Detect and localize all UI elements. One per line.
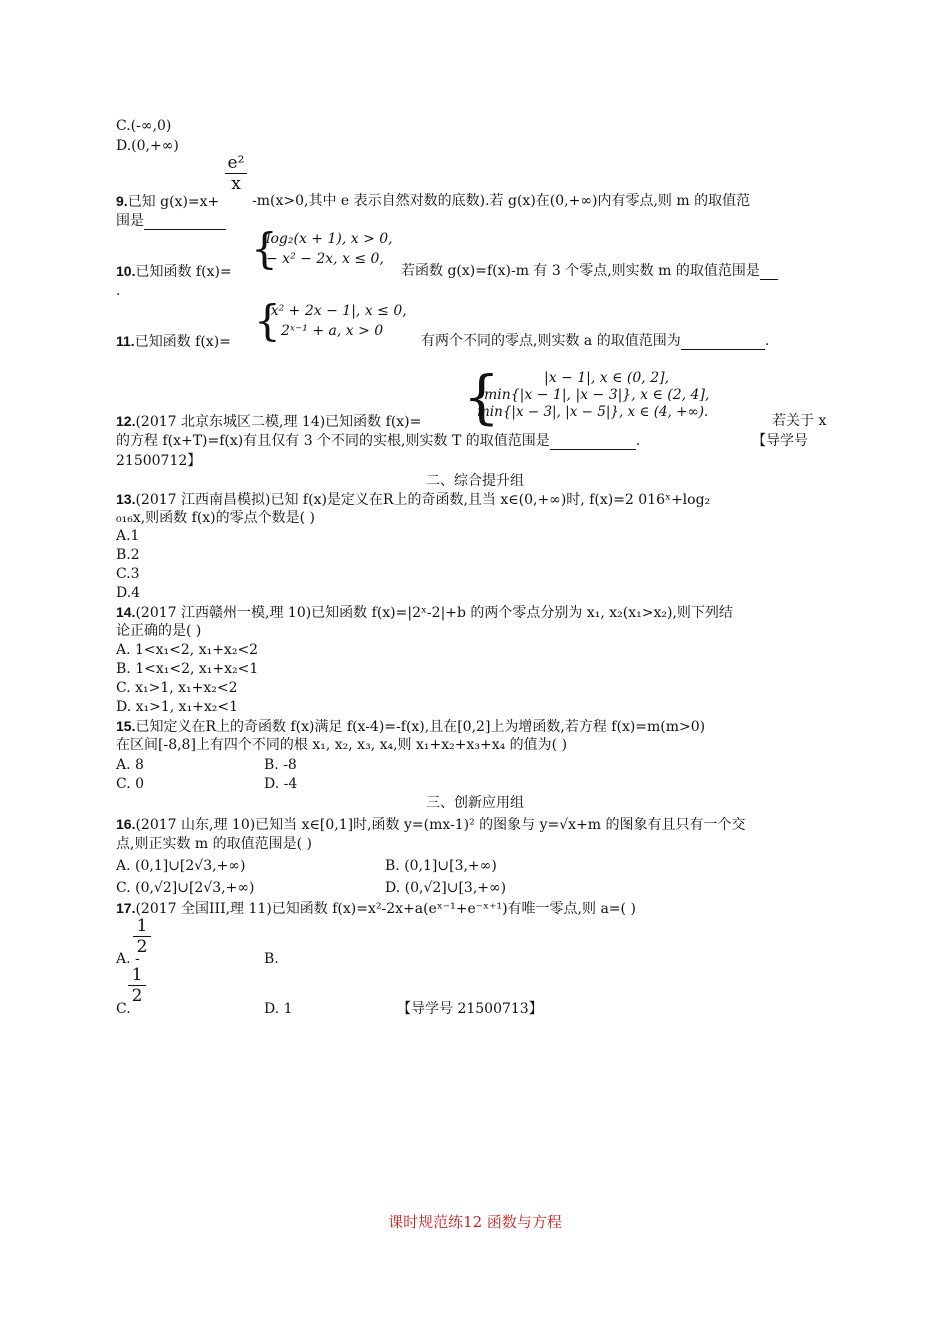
q14-line-1: [116, 603, 733, 622]
q16-number: 16.: [116, 816, 136, 832]
q17-option-c-numerator: 1: [131, 965, 143, 985]
q16-text-1: (2017 山东,理 10)已知当 x∈[0,1]时,函数 y=(mx-1)² 的图象与 y=√x+m 的图象有且只有一个交: [135, 817, 746, 833]
q10-answer-blank: [760, 265, 778, 280]
q9-fraction-denominator: x: [225, 173, 247, 194]
q12-answer-blank: [550, 435, 636, 450]
q13-option-b: B.2: [116, 547, 140, 563]
q12-brace: {: [463, 363, 500, 431]
q12-number: 12.: [116, 413, 136, 429]
q10-brace: {: [251, 224, 278, 273]
q14-text-2: 论正确的是( ): [116, 623, 202, 639]
q10-text-1: 已知函数 f(x)=: [135, 264, 232, 280]
q12-text-3: 的方程 f(x+T)=f(x)有且仅有 3 个不同的实根,则实数 T 的取值范围是: [116, 433, 550, 449]
q10-line-1: [116, 262, 232, 281]
q16-option-b: B. (0,1]∪[3,+∞): [385, 858, 497, 874]
section-heading-3: 三、创新应用组: [426, 795, 524, 811]
q16-line-1: [116, 815, 746, 834]
q9-line-1: [116, 192, 219, 211]
q16-option-d: D. (0,√2]∪[3,+∞): [385, 880, 507, 896]
q9-answer-blank: [144, 215, 226, 230]
q10-case-2: − x² − 2x, x ≤ 0,: [266, 251, 384, 267]
q11-text-2: 有两个不同的零点,则实数 a 的取值范围为: [421, 333, 681, 349]
q14-option-a: A. 1<x₁<2, x₁+x₂<2: [116, 642, 259, 658]
q8-option-c: C.(-∞,0): [116, 118, 172, 134]
q14-option-d: D. x₁>1, x₁+x₂<1: [116, 699, 239, 715]
q17-option-a-prefix: A. -: [116, 951, 140, 967]
q17-number: 17.: [116, 900, 136, 916]
q15-line-1: [116, 717, 705, 736]
q11-text-1: 已知函数 f(x)=: [134, 334, 231, 350]
q11-line-1b: [421, 332, 769, 350]
q16-text-2: 点,则正实数 m 的取值范围是( ): [116, 836, 312, 852]
q17-option-a-numerator: 1: [136, 916, 148, 936]
q9-text-3: 围是: [116, 213, 144, 229]
q13-text-1: (2017 江西南昌模拟)已知 f(x)是定义在R上的奇函数,且当 x∈(0,+∞)时, f(x)=2 016ˣ+log₂: [135, 492, 711, 508]
page-footer-title: 课时规范练12 函数与方程: [388, 1213, 562, 1231]
q10-text-2: 若函数 g(x)=f(x)-m 有 3 个零点,则实数 m 的取值范围是: [401, 263, 760, 279]
q17-option-c-fraction: [128, 965, 146, 1006]
q11-line-1: [116, 332, 231, 351]
q17-text-1: (2017 全国III,理 11)已知函数 f(x)=x²-2x+a(eˣ⁻¹+e⁻ˣ⁺¹)有唯一零点,则 a=( ): [135, 901, 636, 917]
q17-reference: 【导学号 21500713】: [397, 1001, 543, 1017]
q15-number: 15.: [116, 718, 136, 734]
section-heading-2: 二、综合提升组: [426, 473, 524, 489]
q12-text-2: 若关于 x: [772, 413, 827, 429]
q12-ref-2: 21500712】: [116, 453, 202, 469]
q8-option-d: D.(0,+∞): [116, 138, 179, 154]
q9-text-1: 已知 g(x)=x+: [127, 194, 220, 210]
q13-option-c: C.3: [116, 566, 140, 582]
q9-fraction: [225, 153, 247, 194]
q17-option-a-denominator: 2: [133, 936, 151, 957]
q11-case-1: |x² + 2x − 1|, x ≤ 0,: [266, 303, 407, 319]
q14-option-c: C. x₁>1, x₁+x₂<2: [116, 680, 238, 696]
q10-text-3: .: [116, 283, 121, 299]
q15-option-c: C. 0: [116, 776, 145, 792]
q17-option-b: B.: [264, 951, 279, 967]
q14-number: 14.: [116, 604, 136, 620]
q11-answer-blank: [681, 335, 765, 350]
q15-text-1: 已知定义在R上的奇函数 f(x)满足 f(x-4)=-f(x),且在[0,2]上为增函数,若方程 f(x)=m(m>0): [135, 719, 706, 735]
q13-text-2: ₀₁₆x,则函数 f(x)的零点个数是( ): [116, 510, 316, 526]
q10-number: 10.: [116, 263, 136, 279]
q11-brace: {: [254, 296, 281, 345]
q15-option-d: D. -4: [264, 776, 298, 792]
q11-case-2: 2ˣ⁻¹ + a, x > 0: [281, 323, 384, 339]
q12-text-1: (2017 北京东城区二模,理 14)已知函数 f(x)=: [135, 414, 422, 430]
q9-fraction-numerator: e²: [227, 153, 245, 173]
q17-line-1: [116, 899, 636, 918]
q12-case-2: min{|x − 1|, |x − 3|}, x ∈ (2, 4],: [484, 387, 710, 403]
q9-line-2: [116, 212, 226, 230]
q17-option-c-denominator: 2: [128, 985, 146, 1006]
q11-text-3: .: [764, 333, 770, 349]
q13-option-a: A.1: [116, 528, 140, 544]
q13-line-1: [116, 490, 710, 509]
q15-option-b: B. -8: [264, 757, 297, 773]
q12-ref-1: 【导学号: [752, 433, 808, 449]
q14-text-1: (2017 江西赣州一模,理 10)已知函数 f(x)=|2ˣ-2|+b 的两个零点分别为 x₁, x₂(x₁>x₂),则下列结: [135, 605, 733, 621]
q10-case-1: log₂(x + 1), x > 0,: [266, 231, 393, 247]
q11-number: 11.: [116, 333, 135, 349]
q9-number: 9.: [116, 193, 128, 209]
q12-line-1: [116, 412, 421, 431]
q15-option-a: A. 8: [116, 757, 144, 773]
q13-number: 13.: [116, 491, 136, 507]
q16-option-c: C. (0,√2]∪[2√3,+∞): [116, 880, 255, 896]
q13-option-d: D.4: [116, 585, 141, 601]
q9-text-2: -m(x>0,其中 e 表示自然对数的底数).若 g(x)在(0,+∞)内有零点,则 m 的取值范: [252, 193, 751, 209]
q16-option-a: A. (0,1]∪[2√3,+∞): [116, 858, 246, 874]
q12-line-2: 的方程 f(x+T)=f(x)有且仅有 3 个不同的实根,则实数 T 的取值范围是 .: [116, 433, 641, 449]
q17-option-d: D. 1: [264, 1001, 293, 1017]
q15-text-2: 在区间[-8,8]上有四个不同的根 x₁, x₂, x₃, x₄,则 x₁+x₂+x₃+x₄ 的值为( ): [116, 737, 568, 753]
q14-option-b: B. 1<x₁<2, x₁+x₂<1: [116, 661, 259, 677]
q17-option-c-prefix: C.: [116, 1001, 131, 1017]
q12-case-3: min{|x − 3|, |x − 5|}, x ∈ (4, +∞).: [477, 404, 709, 420]
q12-case-1: |x − 1|, x ∈ (0, 2],: [544, 370, 670, 386]
q10-line-1b: [401, 262, 778, 280]
